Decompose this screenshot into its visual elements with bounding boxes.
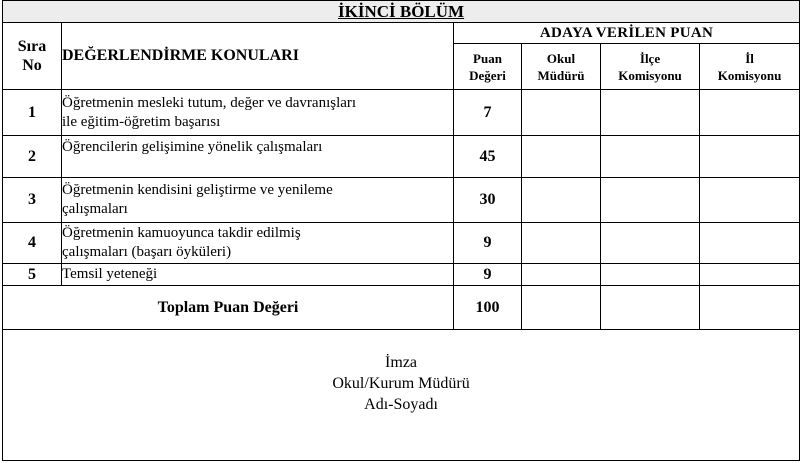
header-col-district (601, 44, 700, 90)
row-no: 4 (3, 223, 62, 264)
header-col-province (700, 44, 800, 90)
row-topic (62, 223, 454, 264)
section-title-cell (3, 1, 800, 23)
row-topic (62, 264, 454, 286)
header-col-principal-line-2: Müdürü (537, 67, 585, 83)
total-value: 100 (454, 286, 522, 330)
header-topics: DEĞERLENDİRME KONULARI (62, 23, 454, 90)
principal-score-cell[interactable] (522, 223, 601, 264)
table-row (3, 178, 800, 223)
section-title: İKİNCİ BÖLÜM (337, 1, 465, 21)
header-col-value-line-2: Değeri (469, 67, 506, 83)
table-row (3, 223, 800, 264)
row-no: 3 (3, 178, 62, 223)
row-topic (62, 178, 454, 223)
header-col-value-line-1: Puan (473, 50, 502, 66)
principal-total-cell[interactable] (522, 286, 601, 330)
header-no-line-2: No (22, 57, 42, 74)
signature-name-label: Adı-Soyadı (364, 396, 438, 413)
province-total-cell[interactable] (700, 286, 800, 330)
header-col-province-line-1: İl (745, 50, 754, 66)
row-value: 9 (454, 223, 522, 264)
province-score-cell[interactable] (700, 178, 800, 223)
province-score-cell[interactable] (700, 90, 800, 136)
district-total-cell[interactable] (601, 286, 700, 330)
district-score-cell[interactable] (601, 178, 700, 223)
signature-label: İmza (385, 354, 418, 371)
principal-score-cell[interactable] (522, 264, 601, 286)
row-topic-line: Öğretmenin kamuoyunca takdir edilmiş (62, 225, 301, 241)
evaluation-form-table (2, 0, 800, 461)
province-score-cell[interactable] (700, 136, 800, 178)
principal-score-cell[interactable] (522, 178, 601, 223)
header-col-district-line-1: İlçe (639, 50, 661, 66)
row-value: 7 (454, 90, 522, 136)
district-score-cell[interactable] (601, 90, 700, 136)
signature-title: Okul/Kurum Müdürü (332, 375, 470, 392)
row-value: 9 (454, 264, 522, 286)
row-no: 5 (3, 264, 62, 286)
district-score-cell[interactable] (601, 223, 700, 264)
header-score-group: ADAYA VERİLEN PUAN (454, 23, 800, 44)
table-row (3, 264, 800, 286)
row-topic-line: Öğretmenin mesleki tutum, değer ve davranışları (62, 94, 357, 111)
province-score-cell[interactable] (700, 264, 800, 286)
row-topic-line: Temsil yeteneği (62, 266, 158, 282)
row-topic-line: Öğretmenin kendisini geliştirme ve yenileme (62, 182, 333, 198)
total-row (3, 286, 800, 330)
header-no-line-1: Sıra (17, 38, 47, 55)
header-col-principal (522, 44, 601, 90)
principal-score-cell[interactable] (522, 90, 601, 136)
row-no: 2 (3, 136, 62, 178)
header-col-province-line-2: Komisyonu (717, 67, 782, 83)
row-value: 30 (454, 178, 522, 223)
row-topic-line: ile eğitim-öğretim başarısı (62, 113, 221, 130)
header-col-district-line-2: Komisyonu (618, 67, 682, 83)
table-row (3, 90, 800, 136)
row-no: 1 (3, 90, 62, 136)
header-no (3, 23, 62, 90)
district-score-cell[interactable] (601, 264, 700, 286)
row-topic (62, 90, 454, 136)
district-score-cell[interactable] (601, 136, 700, 178)
row-topic (62, 136, 454, 178)
row-topic-line: Öğrencilerin gelişimine yönelik çalışmaları (62, 139, 323, 155)
total-label: Toplam Puan Değeri (3, 286, 454, 330)
table-row (3, 136, 800, 178)
row-value: 45 (454, 136, 522, 178)
row-topic-line: çalışmaları (62, 201, 128, 217)
header-col-principal-line-1: Okul (546, 50, 576, 66)
header-col-value (454, 44, 522, 90)
signature-block (3, 330, 799, 415)
principal-score-cell[interactable] (522, 136, 601, 178)
signature-cell (3, 330, 800, 461)
row-topic-line: çalışmaları (başarı öyküleri) (62, 244, 232, 260)
province-score-cell[interactable] (700, 223, 800, 264)
